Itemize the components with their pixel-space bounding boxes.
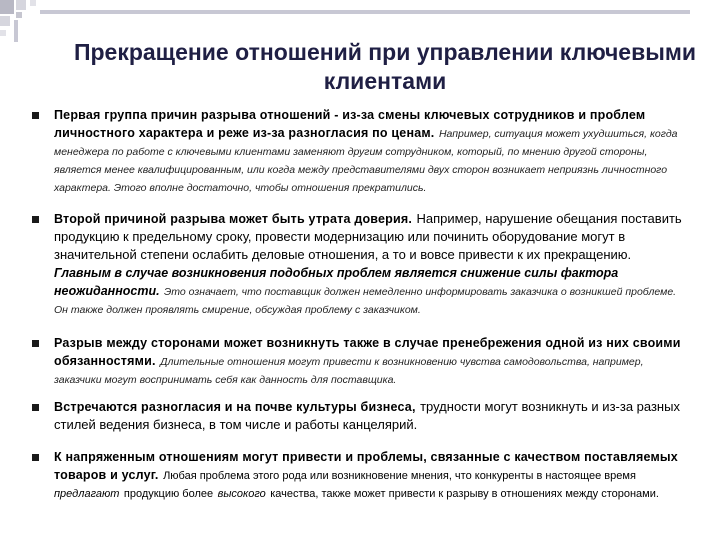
item-lead: Второй причиной разрыва может быть утрата доверия. <box>54 212 413 226</box>
item-note-emphasis: высокого <box>217 488 266 500</box>
item-note: качества, также может привести к разрыву в отношениях между сторонами. <box>270 488 659 500</box>
item-lead: Первая группа причин разрыва отношений - из-за смены ключевых сотрудников и проблем личностного характера и реже из-за разногласия по ценам. <box>54 108 646 140</box>
square-bullet-icon <box>32 404 39 411</box>
item-lead: К напряженным отношениям могут привести и проблемы, связанные с качеством поставляемых товаров и услуг. <box>54 450 678 482</box>
square-bullet-icon <box>32 112 39 119</box>
item-lead: Встречаются разногласия и на почве культуры бизнеса, <box>54 400 416 414</box>
page-title: Прекращение отношений при управлении ключевыми клиентами <box>73 39 697 94</box>
item-emphasis: Главным в случае возникновения подобных проблем является снижение силы фактора неожиданности. <box>54 266 619 298</box>
bullet-list <box>32 106 682 502</box>
list-item <box>32 106 682 210</box>
item-note-emphasis: предлагают <box>54 488 120 500</box>
square-bullet-icon <box>32 454 39 461</box>
item-text: трудности могут возникнуть и из-за разных стилей ведения бизнеса, в том числе и работы канцелярий. <box>54 399 680 432</box>
list-item <box>32 448 682 502</box>
square-bullet-icon <box>32 216 39 223</box>
list-item <box>32 334 682 398</box>
item-text: Например, нарушение обещания поставить продукцию к предельному сроку, провести модернизацию или починить оборудование могут в значительной степени ослабить деловые отношения, а то и вовсе привести к их прекращению. <box>54 211 682 262</box>
item-note: продукцию более <box>123 488 214 500</box>
square-bullet-icon <box>32 340 39 347</box>
item-note: Это означает, что поставщик должен немедленно информировать заказчика о возникшей проблеме. Он также должен проявлять смирение, обсуждая проблему с заказчиком. <box>54 286 677 316</box>
item-lead: Разрыв между сторонами может возникнуть также в случае пренебрежения одной из них своими обязанностями. <box>54 336 681 368</box>
item-note: Например, ситуация может ухудшиться, когда менеджера по работе с ключевыми клиентами заменяют другим сотрудником, который, по мнению другой стороны, является менее квалифицированным, или когда между представителями двух сторон возникает неприязнь личностного характера. Этого вполне достаточно, чтобы отношения прекратились. <box>54 128 678 194</box>
list-item <box>32 398 682 448</box>
list-item <box>32 210 682 334</box>
corner-decoration <box>0 0 190 40</box>
item-note: Длительные отношения могут привести к возникновению чувства самодовольства, например, заказчики могут воспринимать себя как данность для поставщика. <box>54 356 644 386</box>
item-note: Любая проблема этого рода или возникновение мнения, что конкуренты в настоящее время <box>163 470 636 482</box>
